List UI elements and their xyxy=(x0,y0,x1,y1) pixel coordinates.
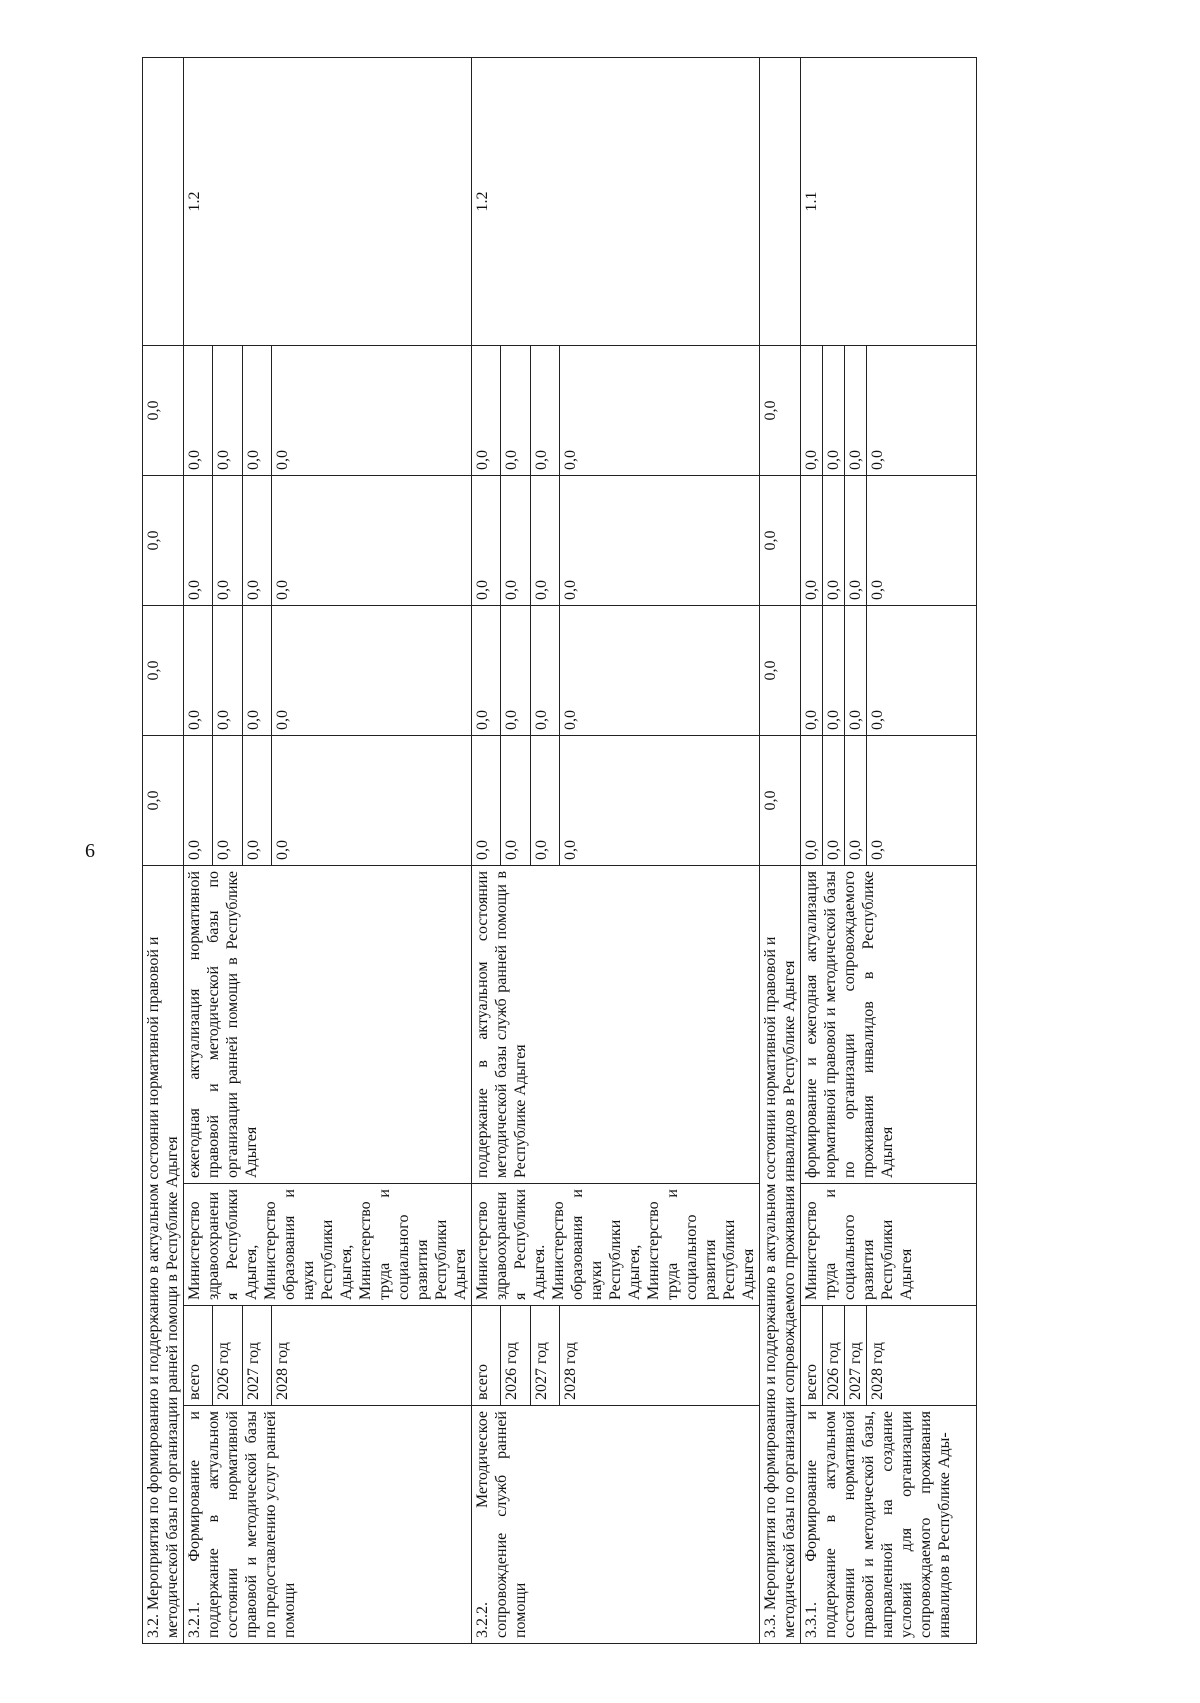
value-cell: 0,0 xyxy=(845,475,867,605)
value-cell: 0,0 xyxy=(242,475,271,605)
indicator-blank xyxy=(760,57,801,345)
value-cell: 0,0 xyxy=(272,475,472,605)
value-cell: 0,0 xyxy=(823,345,845,475)
result-cell: ежегодная актуализация нормативной правовой и методической базы по организации ранней помощи в Республике Адыгея xyxy=(184,865,472,1183)
period-cell: 2028 год xyxy=(272,1306,472,1406)
value-cell: 0,0 xyxy=(472,605,501,735)
section-total-cell xyxy=(143,735,184,865)
table-row xyxy=(472,57,501,1643)
value-cell: 0,0 xyxy=(801,735,823,865)
indicator-blank xyxy=(143,57,184,345)
period-cell: всего xyxy=(801,1306,823,1406)
value-cell: 0,0 xyxy=(530,345,559,475)
value-cell: 0,0 xyxy=(823,475,845,605)
value-cell: 0,0 xyxy=(242,735,271,865)
section-total-cell: 0,0 xyxy=(760,605,801,735)
value-cell: 0,0 xyxy=(184,735,213,865)
value-cell: 0,0 xyxy=(272,345,472,475)
value-cell: 0,0 xyxy=(845,735,867,865)
section-total-cell xyxy=(143,345,184,475)
value-cell: 0,0 xyxy=(501,345,530,475)
period-cell: 2026 год xyxy=(823,1306,845,1406)
value-cell: 0,0 xyxy=(501,605,530,735)
indicator-cell: 1.1 xyxy=(801,57,977,345)
value-cell: 0,0 xyxy=(472,735,501,865)
result-cell: поддержание в актуальном состоянии методической базы служб ранней помощи в Республике Адыгея xyxy=(472,865,760,1183)
measure-name: 3.3.1. Формирование и поддержание в актуальном состоянии нормативной правовой и методической базы, направленной на создание условий для организации сопровождаемого проживания инвалидов в Республике Ады- xyxy=(801,1406,977,1644)
value-cell: 0,0 xyxy=(530,735,559,865)
total-v4: 0,0 xyxy=(145,400,162,421)
value-cell: 0,0 xyxy=(213,475,242,605)
value-cell: 0,0 xyxy=(272,735,472,865)
value-cell: 0,0 xyxy=(242,605,271,735)
value-cell: 0,0 xyxy=(530,605,559,735)
result-cell: формирование и ежегодная актуализация нормативной правовой и методической базы по организации сопровождаемого проживания инвалидов в Республике Адыгея xyxy=(801,865,977,1183)
period-cell: 2027 год xyxy=(845,1306,867,1406)
measures-table xyxy=(142,57,977,1644)
section-total-cell xyxy=(143,605,184,735)
period-cell: 2027 год xyxy=(242,1306,271,1406)
value-cell: 0,0 xyxy=(801,605,823,735)
value-cell: 0,0 xyxy=(184,605,213,735)
section-header-row xyxy=(143,57,184,1643)
period-cell: 2028 год xyxy=(867,1306,977,1406)
value-cell: 0,0 xyxy=(213,345,242,475)
rotated-table-sheet xyxy=(142,58,1132,1644)
section-total-cell xyxy=(143,475,184,605)
value-cell: 0,0 xyxy=(472,345,501,475)
executor-cell: Министерство труда и социального развития Республики Адыгея xyxy=(801,1184,977,1306)
value-cell: 0,0 xyxy=(184,345,213,475)
measure-name: 3.2.1. Формирование и поддержание в актуальном состоянии нормативной правовой и методической базы по предоставлению услуг ранней помощи xyxy=(184,1406,472,1644)
value-cell: 0,0 xyxy=(560,605,760,735)
value-cell: 0,0 xyxy=(560,735,760,865)
section-title: 3.2. Мероприятия по формированию и поддержанию в актуальном состоянии нормативной правовой и методической базы по организации ранней помощи в Республике Адыгея xyxy=(143,865,184,1643)
period-cell: 2028 год xyxy=(560,1306,760,1406)
value-cell: 0,0 xyxy=(242,345,271,475)
period-cell: 2027 год xyxy=(530,1306,559,1406)
section-title: 3.3. Мероприятия по формированию и поддержанию в актуальном состоянии нормативной правовой и методической базы по организации сопровождаемого проживания инвалидов в Республике Адыгея xyxy=(760,865,801,1643)
value-cell: 0,0 xyxy=(867,475,977,605)
total-v2: 0,0 xyxy=(145,660,162,681)
total-v3: 0,0 xyxy=(145,530,162,551)
period-cell: 2026 год xyxy=(501,1306,530,1406)
value-cell: 0,0 xyxy=(272,605,472,735)
value-cell: 0,0 xyxy=(213,735,242,865)
section-header-row xyxy=(760,57,801,1643)
value-cell: 0,0 xyxy=(845,605,867,735)
value-cell: 0,0 xyxy=(213,605,242,735)
executor-cell: Министерство здравоохранения Республики Адыгея, Министерство образования и науки Республики Адыгея, Министерство труда и социального развития Республики Адыгея xyxy=(184,1184,472,1306)
table-row xyxy=(184,57,213,1643)
table-row xyxy=(801,57,823,1643)
period-cell: 2026 год xyxy=(213,1306,242,1406)
period-cell: всего xyxy=(184,1306,213,1406)
section-total-cell: 0,0 xyxy=(760,345,801,475)
indicator-cell: 1.2 xyxy=(184,57,472,345)
value-cell: 0,0 xyxy=(530,475,559,605)
section-total-cell: 0,0 xyxy=(760,735,801,865)
value-cell: 0,0 xyxy=(501,735,530,865)
total-v1: 0,0 xyxy=(145,790,162,811)
value-cell: 0,0 xyxy=(867,735,977,865)
indicator-cell: 1.2 xyxy=(472,57,760,345)
period-cell: всего xyxy=(472,1306,501,1406)
value-cell: 0,0 xyxy=(823,735,845,865)
executor-cell: Министерство здравоохранения Республики Адыгея. Министерство образования и науки Республики Адыгея, Министерство труда и социального развития Республики Адыгея xyxy=(472,1184,760,1306)
value-cell: 0,0 xyxy=(867,605,977,735)
value-cell: 0,0 xyxy=(867,345,977,475)
value-cell: 0,0 xyxy=(801,345,823,475)
section-total-cell: 0,0 xyxy=(760,475,801,605)
value-cell: 0,0 xyxy=(501,475,530,605)
value-cell: 0,0 xyxy=(560,345,760,475)
value-cell: 0,0 xyxy=(823,605,845,735)
value-cell: 0,0 xyxy=(472,475,501,605)
value-cell: 0,0 xyxy=(845,345,867,475)
value-cell: 0,0 xyxy=(801,475,823,605)
value-cell: 0,0 xyxy=(560,475,760,605)
value-cell: 0,0 xyxy=(184,475,213,605)
measure-name: 3.2.2. Методическое сопровождение служб ранней помощи xyxy=(472,1406,760,1644)
page-number: 6 xyxy=(85,840,95,862)
